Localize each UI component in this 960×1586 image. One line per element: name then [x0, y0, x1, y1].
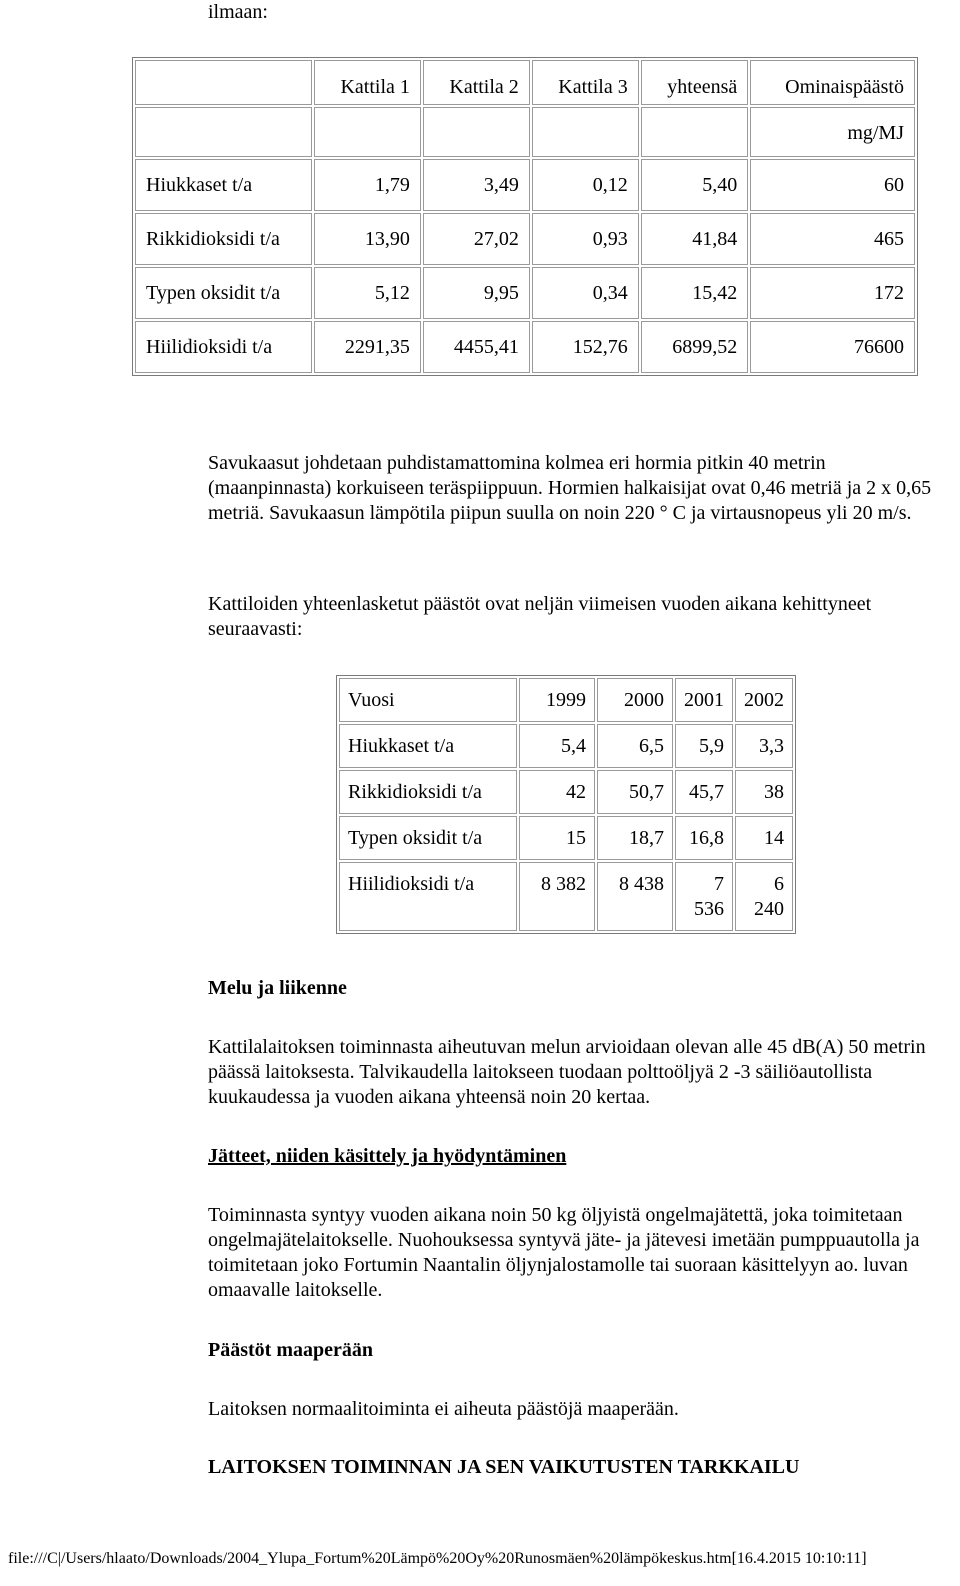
row-label: Rikkidioksidi t/a — [339, 770, 517, 814]
yearly-header-row — [339, 678, 793, 722]
emissions-unit-cell — [423, 107, 530, 157]
table-row — [135, 213, 915, 265]
emissions-unit-cell — [641, 107, 749, 157]
emissions-header-cell: Kattila 2 — [423, 60, 530, 105]
row-label: Hiilidioksidi t/a — [135, 321, 312, 373]
table-cell: 0,34 — [532, 267, 639, 319]
row-label: Typen oksidit t/a — [135, 267, 312, 319]
table-cell: 172 — [750, 267, 915, 319]
table-cell: 4455,41 — [423, 321, 530, 373]
table-cell: 3,3 — [735, 724, 793, 768]
emissions-unit-cell — [532, 107, 639, 157]
emissions-header-cell: Ominaispäästö — [750, 60, 915, 105]
row-label: Hiukkaset t/a — [339, 724, 517, 768]
table-cell: 42 — [519, 770, 595, 814]
yearly-emissions-table — [336, 675, 796, 934]
table-cell: 6,5 — [597, 724, 673, 768]
table-cell: 15,42 — [641, 267, 749, 319]
emissions-unit-cell — [314, 107, 421, 157]
table-cell: 8 382 — [519, 862, 595, 931]
table-cell: 16,8 — [675, 816, 733, 860]
table-row — [339, 770, 793, 814]
table-cell: 27,02 — [423, 213, 530, 265]
emissions-header-cell: yhteensä — [641, 60, 749, 105]
table-row — [135, 321, 915, 373]
table-cell: 7 536 — [675, 862, 733, 931]
row-label: Hiukkaset t/a — [135, 159, 312, 211]
paragraph-soil-emissions: Laitoksen normaalitoiminta ei aiheuta päästöjä maaperään. — [208, 1398, 679, 1420]
table-row — [339, 862, 793, 931]
heading-monitoring: LAITOKSEN TOIMINNAN JA SEN VAIKUTUSTEN TARKKAILU — [208, 1456, 800, 1478]
heading-noise-traffic: Melu ja liikenne — [208, 977, 347, 999]
table-cell: 5,9 — [675, 724, 733, 768]
yearly-header-cell: 2001 — [675, 678, 733, 722]
table-cell: 50,7 — [597, 770, 673, 814]
emissions-header-cell — [135, 60, 312, 105]
table-cell: 14 — [735, 816, 793, 860]
table-cell: 18,7 — [597, 816, 673, 860]
table-cell: 60 — [750, 159, 915, 211]
table-cell: 45,7 — [675, 770, 733, 814]
intro-text: ilmaan: — [208, 1, 268, 23]
emissions-unit-row — [135, 107, 915, 157]
paragraph-waste: Toiminnasta syntyy vuoden aikana noin 50 kg öljyistä ongelmajätettä, joka toimitetaan ongelmajätelaitokselle. Nuohouksessa syntyvä jäte- ja jätevesi imetään pumppuautolla ja toimitetaan joko Fortumin Naantalin öljynjalostamolle tai suoraan käsittelyyn ao. luvan omaavalle laitokselle. — [208, 1204, 920, 1301]
emissions-table — [132, 57, 918, 376]
paragraph-noise-traffic: Kattilalaitoksen toiminnasta aiheutuvan melun arvioidaan olevan alle 45 dB(A) 50 metrin päässä laitoksesta. Talvikaudella laitokseen tuodaan polttoöljyä 2 -3 säiliöautollista kuukaudessa ja vuoden aikana yhteensä noin 20 kertaa. — [208, 1036, 926, 1108]
table-cell: 5,40 — [641, 159, 749, 211]
table-cell: 41,84 — [641, 213, 749, 265]
table-cell: 152,76 — [532, 321, 639, 373]
yearly-header-cell: Vuosi — [339, 678, 517, 722]
yearly-header-cell: 2002 — [735, 678, 793, 722]
table-cell: 6 240 — [735, 862, 793, 931]
table-row — [339, 816, 793, 860]
table-cell: 9,95 — [423, 267, 530, 319]
paragraph-yearly-intro: Kattiloiden yhteenlasketut päästöt ovat neljän viimeisen vuoden aikana kehittyneet seuraavasti: — [208, 593, 872, 640]
paragraph-flue-gas: Savukaasut johdetaan puhdistamattomina kolmea eri hormia pitkin 40 metrin (maanpinnasta) korkuiseen teräspiippuun. Hormien halkaisijat ovat 0,46 metriä ja 2 x 0,65 metriä. Savukaasun lämpötila piipun suulla on noin 220 ° C ja virtausnopeus yli 20 m/s. — [208, 452, 932, 524]
table-cell: 38 — [735, 770, 793, 814]
yearly-header-cell: 2000 — [597, 678, 673, 722]
table-row — [339, 724, 793, 768]
emissions-header-row — [135, 60, 915, 105]
table-cell: 8 438 — [597, 862, 673, 931]
table-cell: 465 — [750, 213, 915, 265]
table-cell: 0,93 — [532, 213, 639, 265]
table-cell: 6899,52 — [641, 321, 749, 373]
table-cell: 76600 — [750, 321, 915, 373]
heading-soil-emissions: Päästöt maaperään — [208, 1339, 373, 1361]
table-row — [135, 267, 915, 319]
table-cell: 13,90 — [314, 213, 421, 265]
heading-waste: Jätteet, niiden käsittely ja hyödyntäminen — [208, 1145, 567, 1167]
table-cell: 15 — [519, 816, 595, 860]
row-label: Typen oksidit t/a — [339, 816, 517, 860]
table-cell: 2291,35 — [314, 321, 421, 373]
footer-file-path: file:///C|/Users/hlaato/Downloads/2004_Ylupa_Fortum%20Lämpö%20Oy%20Runosmäen%20lämpökeskus.htm[16.4.2015 10:10:11] — [8, 1550, 867, 1567]
table-row — [135, 159, 915, 211]
table-cell: 3,49 — [423, 159, 530, 211]
emissions-header-cell: Kattila 1 — [314, 60, 421, 105]
row-label: Rikkidioksidi t/a — [135, 213, 312, 265]
emissions-unit-cell — [135, 107, 312, 157]
emissions-unit-cell: mg/MJ — [750, 107, 915, 157]
table-cell: 5,4 — [519, 724, 595, 768]
yearly-header-cell: 1999 — [519, 678, 595, 722]
table-cell: 0,12 — [532, 159, 639, 211]
table-cell: 1,79 — [314, 159, 421, 211]
row-label: Hiilidioksidi t/a — [339, 862, 517, 931]
emissions-header-cell: Kattila 3 — [532, 60, 639, 105]
table-cell: 5,12 — [314, 267, 421, 319]
